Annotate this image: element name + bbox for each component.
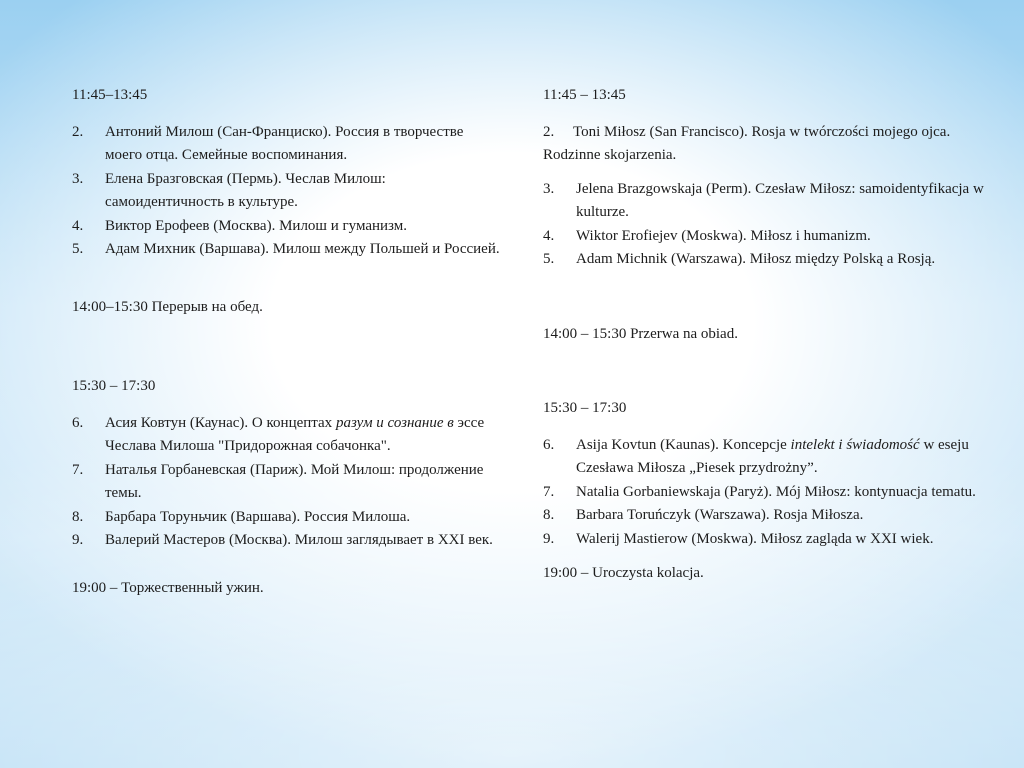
lunch-break: 14:00 – 15:30 Przerwa na obiad. [543, 325, 738, 342]
item-text [576, 434, 993, 481]
item-text: Наталья Горбаневская (Париж). Мой Милош: продолжение темы. [105, 461, 484, 501]
item-text: Toni Miłosz (San Francisco). Rosja w twórczości mojego ojca. Rodzinne skojarzenia. [543, 123, 951, 163]
dinner: 19:00 – Торжественный ужин. [72, 579, 264, 596]
item-text: Валерий Мастеров (Москва). Милош заглядывает в XXI век. [105, 532, 493, 548]
item-number: 5. [72, 241, 84, 257]
list-item [543, 178, 993, 225]
item-text [105, 412, 502, 459]
item-number: 6. [72, 414, 84, 431]
item-number: 4. [72, 217, 84, 234]
russian-program-column [72, 84, 502, 600]
item-text: Барбара Торуньчик (Варшава). Россия Милоша. [105, 508, 411, 525]
item-text: Adam Michnik (Warszawa). Miłosz między Polską a Rosją. [576, 251, 936, 267]
dinner: 19:00 – Uroczysta kolacja. [543, 565, 704, 581]
item-text-start: Асия Ковтун (Каунас). О концептах [105, 414, 336, 431]
item-text: Jelena Brazgowskaja (Perm). Czesław Miłosz: samoidentyfikacja w kulturze. [576, 180, 984, 220]
list-item [543, 434, 993, 481]
item-text-end: w eseju Czesława Miłosza „Piesek przydrożny”. [576, 436, 969, 476]
list-item [72, 529, 502, 553]
list-item [72, 168, 502, 215]
list-item [72, 506, 502, 530]
session1-time: 11:45–13:45 [72, 87, 148, 103]
item-text-end: эссе Чеслава Милоша "Придорожная собачонка". [105, 414, 485, 454]
item-number: 9. [543, 530, 555, 547]
item-text-start: Asija Kovtun (Kaunas). Koncepcje [576, 436, 791, 453]
item-number: 2. [72, 123, 84, 140]
item-number: 5. [543, 251, 555, 267]
list-item [72, 412, 502, 459]
item-text: Елена Бразговская (Пермь). Чеслав Милош: самоидентичность в культуре. [105, 170, 386, 210]
item-number: 8. [72, 508, 84, 525]
item-number: 7. [543, 483, 555, 500]
item-text: Walerij Mastierow (Moskwa). Miłosz zagląda w XXI wiek. [576, 530, 934, 547]
lunch-break: 14:00–15:30 Перерыв на обед. [72, 298, 263, 315]
item-number: 6. [543, 436, 555, 453]
item-text: Антоний Милош (Сан-Франциско). Россия в творчестве моего отца. Семейные воспоминания. [105, 123, 464, 163]
item-text: Wiktor Erofiejev (Moskwa). Miłosz i humanizm. [576, 227, 871, 244]
list-item [543, 248, 993, 272]
item-text: Виктор Ерофеев (Москва). Милош и гуманизм. [105, 217, 408, 234]
list-item [543, 225, 993, 249]
list-item [72, 121, 502, 168]
item-number: 9. [72, 532, 84, 548]
list-item [72, 459, 502, 506]
item-number: 7. [72, 461, 84, 478]
item-number: 8. [543, 507, 555, 523]
item-text-emphasis: разум и сознание в [335, 414, 454, 431]
item-text: Адам Михник (Варшава). Милош между Польшей и Россией. [105, 241, 500, 257]
session1-time: 11:45 – 13:45 [543, 87, 626, 103]
item-text: Barbara Toruńczyk (Warszawa). Rosja Miłosza. [576, 507, 864, 523]
list-item [543, 481, 993, 505]
session2-time: 15:30 – 17:30 [72, 378, 156, 394]
list-item [543, 528, 993, 552]
item-number: 3. [543, 180, 555, 197]
item-number: 4. [543, 227, 555, 244]
item-text-emphasis: intelekt i świadomość [790, 436, 920, 453]
list-item [543, 121, 993, 168]
list-item [543, 504, 993, 528]
item-number: 2. [543, 123, 555, 140]
list-item [72, 215, 502, 239]
polish-program-column [543, 84, 993, 586]
session2-time: 15:30 – 17:30 [543, 400, 627, 416]
list-item [72, 238, 502, 262]
item-number: 3. [72, 170, 84, 187]
item-text: Natalia Gorbaniewskaja (Paryż). Mój Miłosz: kontynuacja tematu. [576, 483, 976, 500]
